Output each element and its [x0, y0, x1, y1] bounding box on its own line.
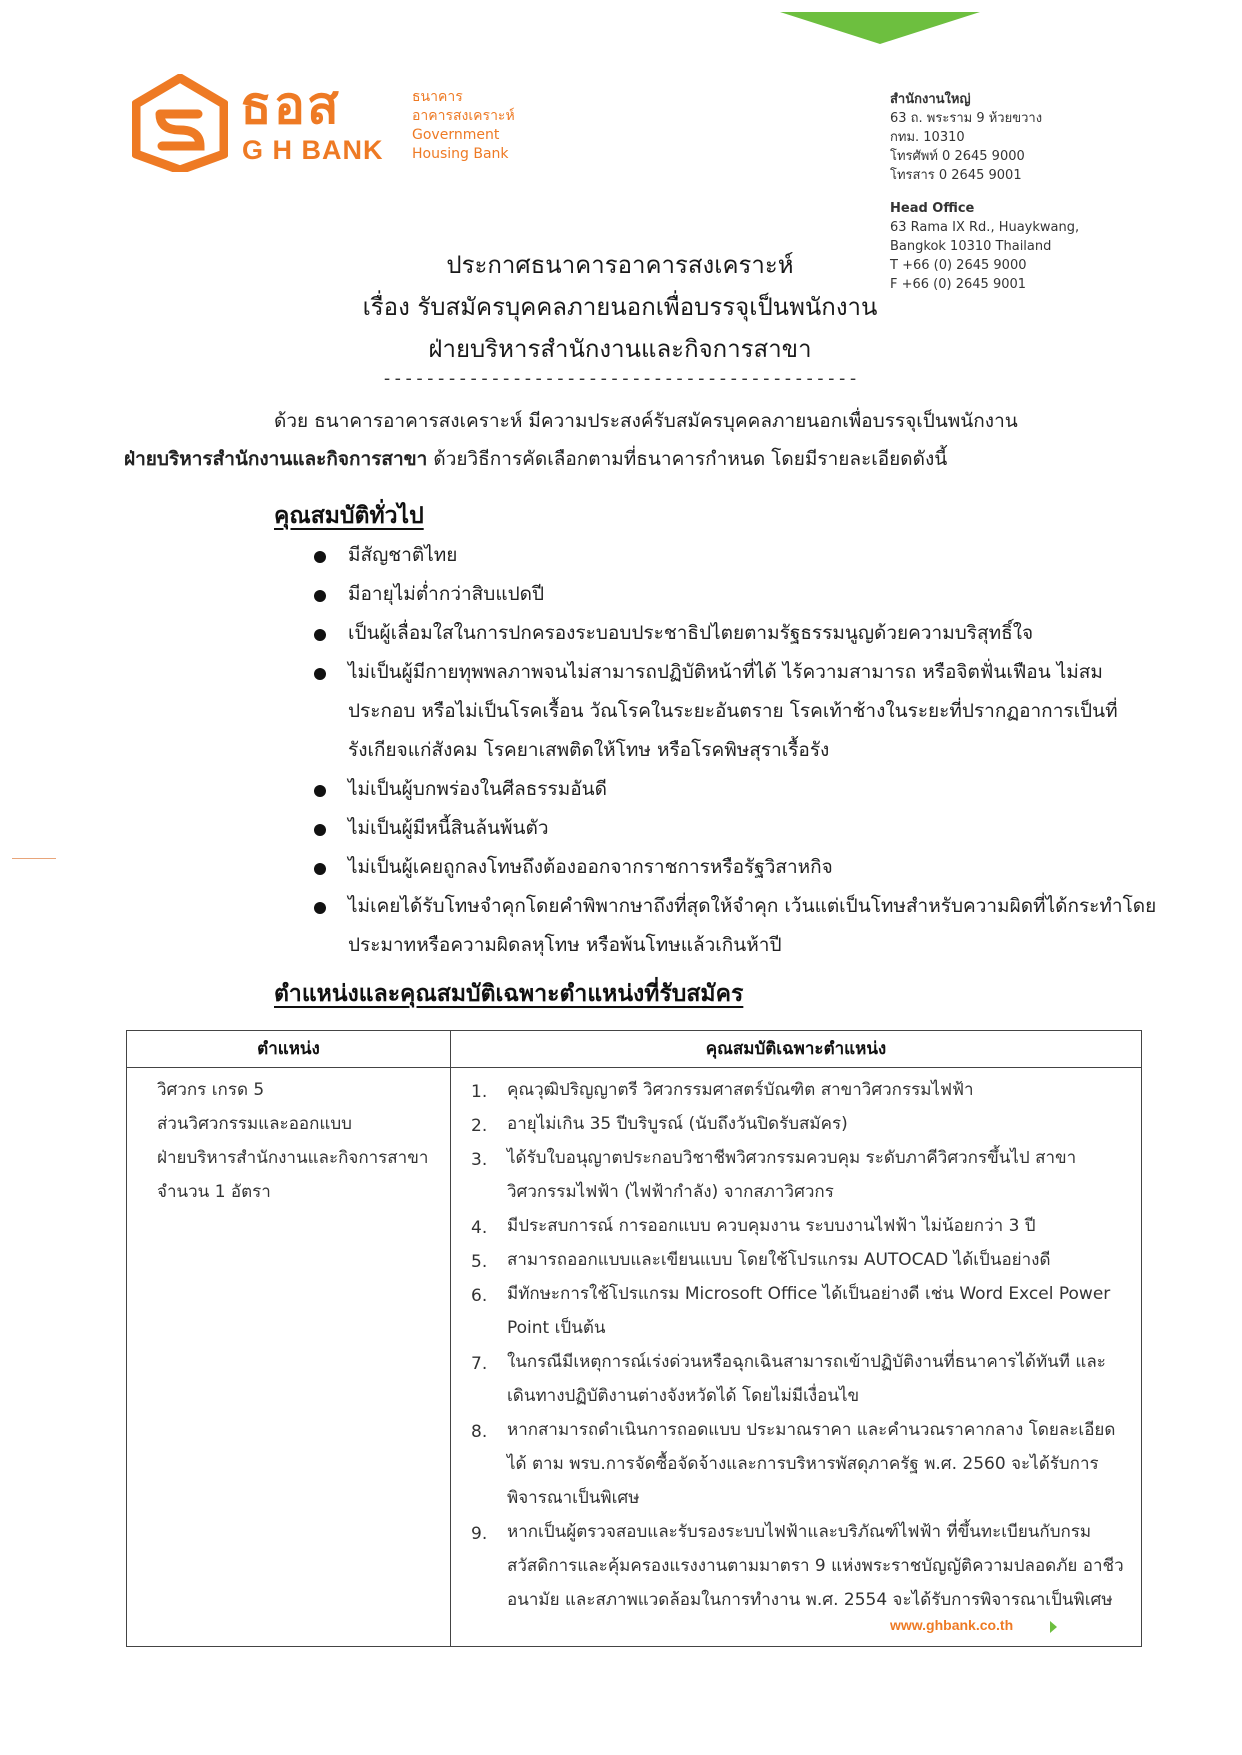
bullet-icon — [314, 668, 326, 680]
department-name: ฝ่ายบริหารสำนักงานและกิจการสาขา — [124, 448, 428, 470]
address-thai-label: สำนักงานใหญ่ — [890, 92, 971, 107]
address-en-line: F +66 (0) 2645 9001 — [890, 277, 1027, 292]
positions-heading: ตำแหน่งและคุณสมบัติเฉพาะตำแหน่งที่รับสมัคร — [274, 981, 744, 1007]
table-header-qualifications: คุณสมบัติเฉพาะตำแหน่ง — [705, 1039, 887, 1059]
intro-paragraph: ด้วย ธนาคารอาคารสงเคราะห์ มีความประสงค์รับสมัครบุคคลภายนอกเพื่อบรรจุเป็นพนักงาน ฝ่ายบริหารสำนักงานและกิจการสาขา ด้วยวิธีการคัดเลือกตามที่ธนาคารกำหนด โดยมีรายละเอียดดังนี้ — [124, 410, 1018, 470]
ghbank-logo — [132, 74, 532, 184]
list-item: 6. มีทักษะการใช้โปรแกรม Microsoft Office ได้เป็นอย่างดี เช่น Word Excel Power Point เป็นต้น — [471, 1284, 1111, 1338]
title-line-1: ประกาศธนาคารอาคารสงเคราะห์ — [446, 251, 794, 279]
list-item: 2. อายุไม่เกิน 35 ปีบริบูรณ์ (นับถึงวันปิดรับสมัคร) — [471, 1114, 848, 1136]
positions-table — [126, 1030, 1142, 1647]
address-en-line: Bangkok 10310 Thailand — [890, 239, 1052, 254]
address-thai-line: 63 ถ. พระราม 9 ห้วยขวาง — [890, 111, 1043, 126]
list-item: 5. สามารถออกแบบและเขียนแบบ โดยใช้โปรแกรม AUTOCAD ได้เป็นอย่างดี — [471, 1250, 1051, 1272]
bullet-icon — [314, 551, 326, 563]
general-qualifications-heading: คุณสมบัติทั่วไป — [274, 503, 424, 529]
bullet-icon — [314, 902, 326, 914]
address-thai-line: โทรสาร 0 2645 9001 — [890, 168, 1022, 183]
bullet-icon — [314, 785, 326, 797]
general-qualifications-list — [308, 536, 1163, 965]
list-item: มีอายุไม่ต่ำกว่าสิบแปดปี — [308, 575, 1163, 614]
announcement-title — [200, 244, 1040, 388]
list-item: 7. ในกรณีมีเหตุการณ์เร่งด่วนหรือฉุกเฉินสามารถเข้าปฏิบัติงานที่ธนาคารได้ทันที และเดินทางปฏิบัติงานต่างจังหวัดได้ โดยไม่มีเงื่อนไข — [471, 1352, 1106, 1406]
list-item: เป็นผู้เลื่อมใสในการปกครองระบอบประชาธิปไตยตามรัฐธรรมนูญด้วยความบริสุทธิ์ใจ — [308, 614, 1163, 653]
bullet-icon — [314, 629, 326, 641]
list-item: 4. มีประสบการณ์ การออกแบบ ควบคุมงาน ระบบงานไฟฟ้า ไม่น้อยกว่า 3 ปี — [471, 1216, 1036, 1238]
address-en-line: T +66 (0) 2645 9000 — [890, 258, 1027, 273]
address-thai-line: โทรศัพท์ 0 2645 9000 — [890, 149, 1025, 164]
address-en-line: 63 Rama IX Rd., Huaykwang, — [890, 220, 1080, 235]
list-item: 9. หากเป็นผู้ตรวจสอบและรับรองระบบไฟฟ้าและบริภัณฑ์ไฟฟ้า ที่ขึ้นทะเบียนกับกรมสวัสดิการและคุ้มครองแรงงานตามมาตรา 9 แห่งพระราชบัญญัติความปลอดภัย อาชีวอนามัย และสภาพแวดล้อมในการทำงาน พ.ศ. 2554 จะได้รับการพิจารณาเป็นพิเศษ — [471, 1522, 1124, 1610]
list-item: มีสัญชาติไทย — [308, 536, 1163, 575]
logo-bank-name: ธนาคาร อาคารสงเคราะห์ Government Housing Bank — [412, 89, 515, 162]
specific-qualifications-list — [461, 1073, 1131, 1617]
house-logo-icon — [132, 74, 228, 172]
bullet-icon — [314, 590, 326, 602]
title-divider: -------------------------------------------- — [381, 368, 859, 389]
address-en-label: Head Office — [890, 201, 975, 216]
list-item: ไม่เป็นผู้มีกายทุพพลภาพจนไม่สามารถปฏิบัติหน้าที่ได้ ไร้ความสามารถ หรือจิตฟั่นเฟือน ไม่สมประกอบ หรือไม่เป็นโรคเรื้อน วัณโรคในระยะอันตราย โรคเท้าช้างในระยะที่ปรากฏอาการเป็นที่รังเกียจแก่สังคม โรคยาเสพติดให้โทษ หรือโรคพิษสุราเรื้อรัง — [308, 653, 1163, 770]
logo-en-text: G H BANK — [242, 135, 384, 165]
table-header-position: ตำแหน่ง — [257, 1039, 320, 1059]
list-item: ไม่เป็นผู้เคยถูกลงโทษถึงต้องออกจากราชการหรือรัฐวิสาหกิจ — [308, 848, 1163, 887]
list-item: 1. คุณวุฒิปริญญาตรี วิศวกรรมศาสตร์บัณฑิต สาขาวิศวกรรมไฟฟ้า — [471, 1080, 974, 1102]
list-item: 3. ได้รับใบอนุญาตประกอบวิชาชีพวิศวกรรมควบคุม ระดับภาคีวิศวกรขึ้นไป สาขาวิศวกรรมไฟฟ้า (ไฟฟ้ากำลัง) จากสภาวิศวกร — [471, 1148, 1077, 1202]
list-item: ไม่เป็นผู้มีหนี้สินล้นพ้นตัว — [308, 809, 1163, 848]
list-item: ไม่เคยได้รับโทษจำคุกโดยคำพิพากษาถึงที่สุดให้จำคุก เว้นแต่เป็นโทษสำหรับความผิดที่ได้กระทำโดยประมาทหรือความผิดลหุโทษ หรือพ้นโทษแล้วเกินห้าปี — [308, 887, 1163, 965]
position-cell: วิศวกร เกรด 5 ส่วนวิศวกรรมและออกแบบ ฝ่ายบริหารสำนักงานและกิจการสาขา จำนวน 1 อัตรา — [157, 1080, 429, 1202]
address-thai-line: กทม. 10310 — [890, 130, 965, 145]
title-line-2: เรื่อง รับสมัครบุคคลภายนอกเพื่อบรรจุเป็นพนักงาน — [362, 293, 878, 321]
arrow-right-icon — [1050, 1621, 1057, 1633]
top-green-tab — [780, 12, 980, 44]
list-item: 8. หากสามารถดำเนินการถอดแบบ ประมาณราคา และคำนวณราคากลาง โดยละเอียดได้ ตาม พรบ.การจัดซื้อจัดจ้างและการบริหารพัสดุภาครัฐ พ.ศ. 2560 จะได้รับการพิจารณาเป็นพิเศษ — [471, 1420, 1116, 1508]
bullet-icon — [314, 863, 326, 875]
website-link[interactable]: www.ghbank.co.th — [890, 1617, 1014, 1633]
bullet-icon — [314, 824, 326, 836]
title-line-3: ฝ่ายบริหารสำนักงานและกิจการสาขา — [428, 335, 812, 363]
logo-thai-text: ธอส — [240, 76, 341, 136]
margin-mark — [12, 858, 56, 859]
list-item: ไม่เป็นผู้บกพร่องในศีลธรรมอันดี — [308, 770, 1163, 809]
